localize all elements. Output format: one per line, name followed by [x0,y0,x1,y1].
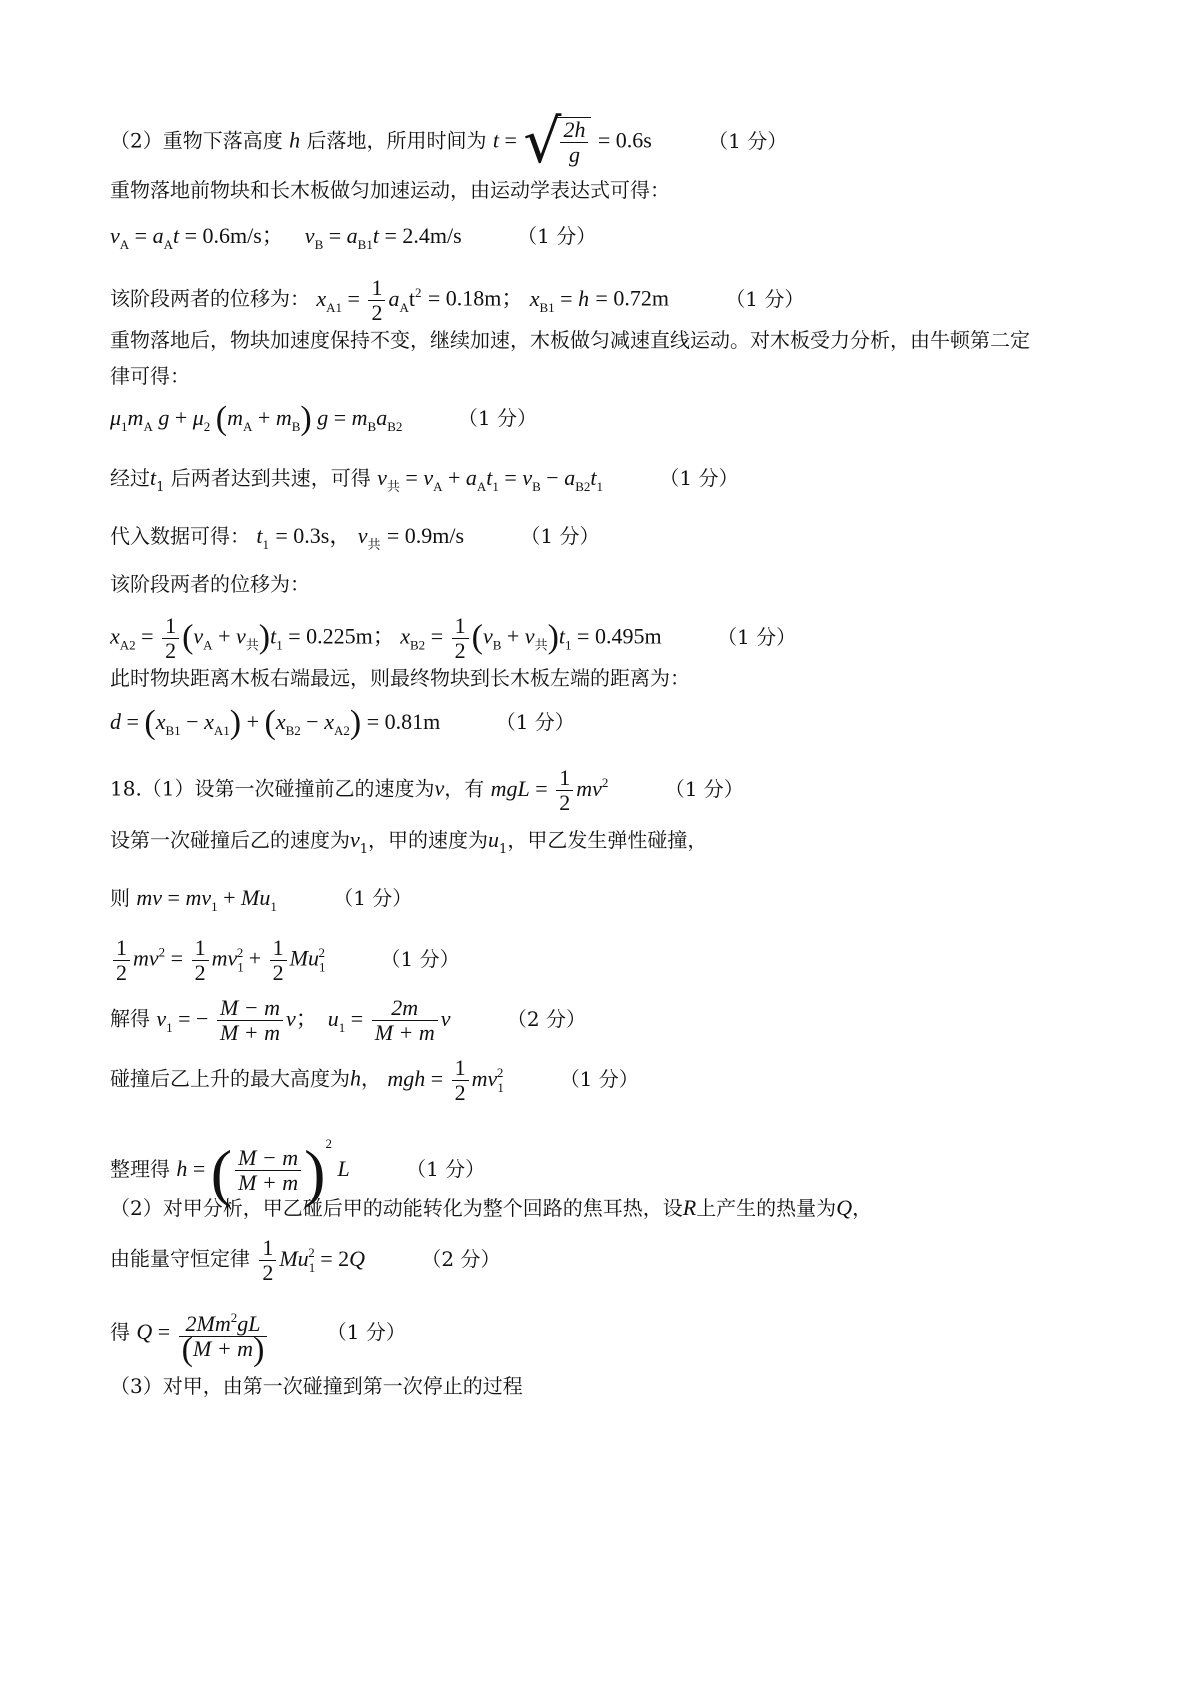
score: （1 分） [559,1066,639,1091]
line-3: $v_A = a_At = 0.6m/s$； $v_B = a_{B1}t = 2.4m/s$ （1 分） [110,223,597,252]
score: （1 分） [326,1320,406,1345]
score: （2 分） [421,1246,501,1271]
score: （1 分） [717,624,797,649]
line-14: 18.（1）设第一次碰撞前乙的速度为v，有 mgL = $\frac{1}{2}$ $mv^2$ （1 分） [110,765,744,815]
score: （1 分） [659,466,739,490]
line-15: 设第一次碰撞后乙的速度为$v_1$，甲的速度为$u_1$，甲乙发生弹性碰撞， [110,827,708,857]
line-8: 经过$t_1$ 后两者达到共速，可得 $v_共 = v_A + a_At_1 = v_B - a_{B2}t_1$ （1 分） [110,465,739,495]
line-9: 代入数据可得： $t_1 = 0.3s$， $v_共 = 0.9m/s$ （1 分） [110,523,600,552]
score: （1 分） [517,224,597,248]
line-6: 律可得： [110,364,190,388]
line-11: $x_{A2}$ = $\frac{1}{2}$ $(v_A + v_共)t_1 = 0.225m$； $x_{B2}$ = $\frac{1}{2}$ $(v_B + v_共)t_1 = 0.495m$ （1 分） [110,613,797,663]
score: （1 分） [457,406,537,430]
line-4: 该阶段两者的位移为： $x_{A1}$ = $\frac{1}{2}$ $a_At^2 = 0.18m$； $x_{B1} = h = 0.72m$ （1 分） [110,275,805,325]
score: （1 分） [380,946,460,971]
score: （1 分） [406,1157,486,1181]
line-1: （2）重物下落高度 h 后落地，所用时间为 t = √ $\frac{2h}{g}$ = 0.6s （1 分） [110,107,788,177]
sqrt-expression: √ $\frac{2h}{g}$ [523,112,591,172]
line-21: （2）对甲分析，甲乙碰后甲的动能转化为整个回路的焦耳热，设R上产生的热量为Q， [110,1195,873,1220]
line-18: 解得 $v_1$ = − $\frac{M - m}{M + m}$ v； $u_1$ = $\frac{2m}{M + m}$ v （2 分） [110,995,586,1045]
line-23: 得 Q = $\frac{2Mm^2gL}{(M + m)}$ （1 分） [110,1306,406,1362]
score: （1 分） [664,776,744,801]
line-17: $\frac{1}{2}$ $mv^2$ = $\frac{1}{2}$ $mv_1^2$ + $\frac{1}{2}$ $Mu_1^2$ （1 分） [110,936,460,985]
line-19: 碰撞后乙上升的最大高度为h， mgh = $\frac{1}{2}$ $mv_1^2$ （1 分） [110,1055,639,1105]
line-24: （3）对甲，由第一次碰撞到第一次停止的过程 [110,1374,523,1398]
line-5: 重物落地后，物块加速度保持不变，继续加速，木板做匀减速直线运动。对木板受力分析，由牛顿第二定 [110,328,1030,352]
line-2: 重物落地前物块和长木板做匀加速运动，由运动学表达式可得： [110,178,670,202]
line-22: 由能量守恒定律 $\frac{1}{2}$ $Mu_1^2 = 2Q$ （2 分） [110,1235,501,1285]
line-7: $\mu_1m_A$ $g + \mu_2$ $(m_A + m_B) g = m_Ba_{B2}$ （1 分） [110,400,537,437]
line-20: 整理得 h = ( $\frac{M - m}{M + m}$ )$^2$ L （1 分） [110,1136,486,1208]
line-10: 该阶段两者的位移为： [110,572,310,596]
line-13: $d = (x_{B1} - x_{A1}) + (x_{B2} - x_{A2}) = 0.81m$ （1 分） [110,704,575,741]
score: （2 分） [506,1006,586,1031]
line-16: 则 mv = $mv_1 + Mu_1$ （1 分） [110,885,413,914]
score: （1 分） [708,128,788,153]
score: （1 分） [333,886,413,910]
line-12: 此时物块距离木板右端最远，则最终物块到长木板左端的距离为： [110,666,690,690]
score: （1 分） [520,524,600,548]
score: （1 分） [725,286,805,311]
score: （1 分） [495,710,575,734]
